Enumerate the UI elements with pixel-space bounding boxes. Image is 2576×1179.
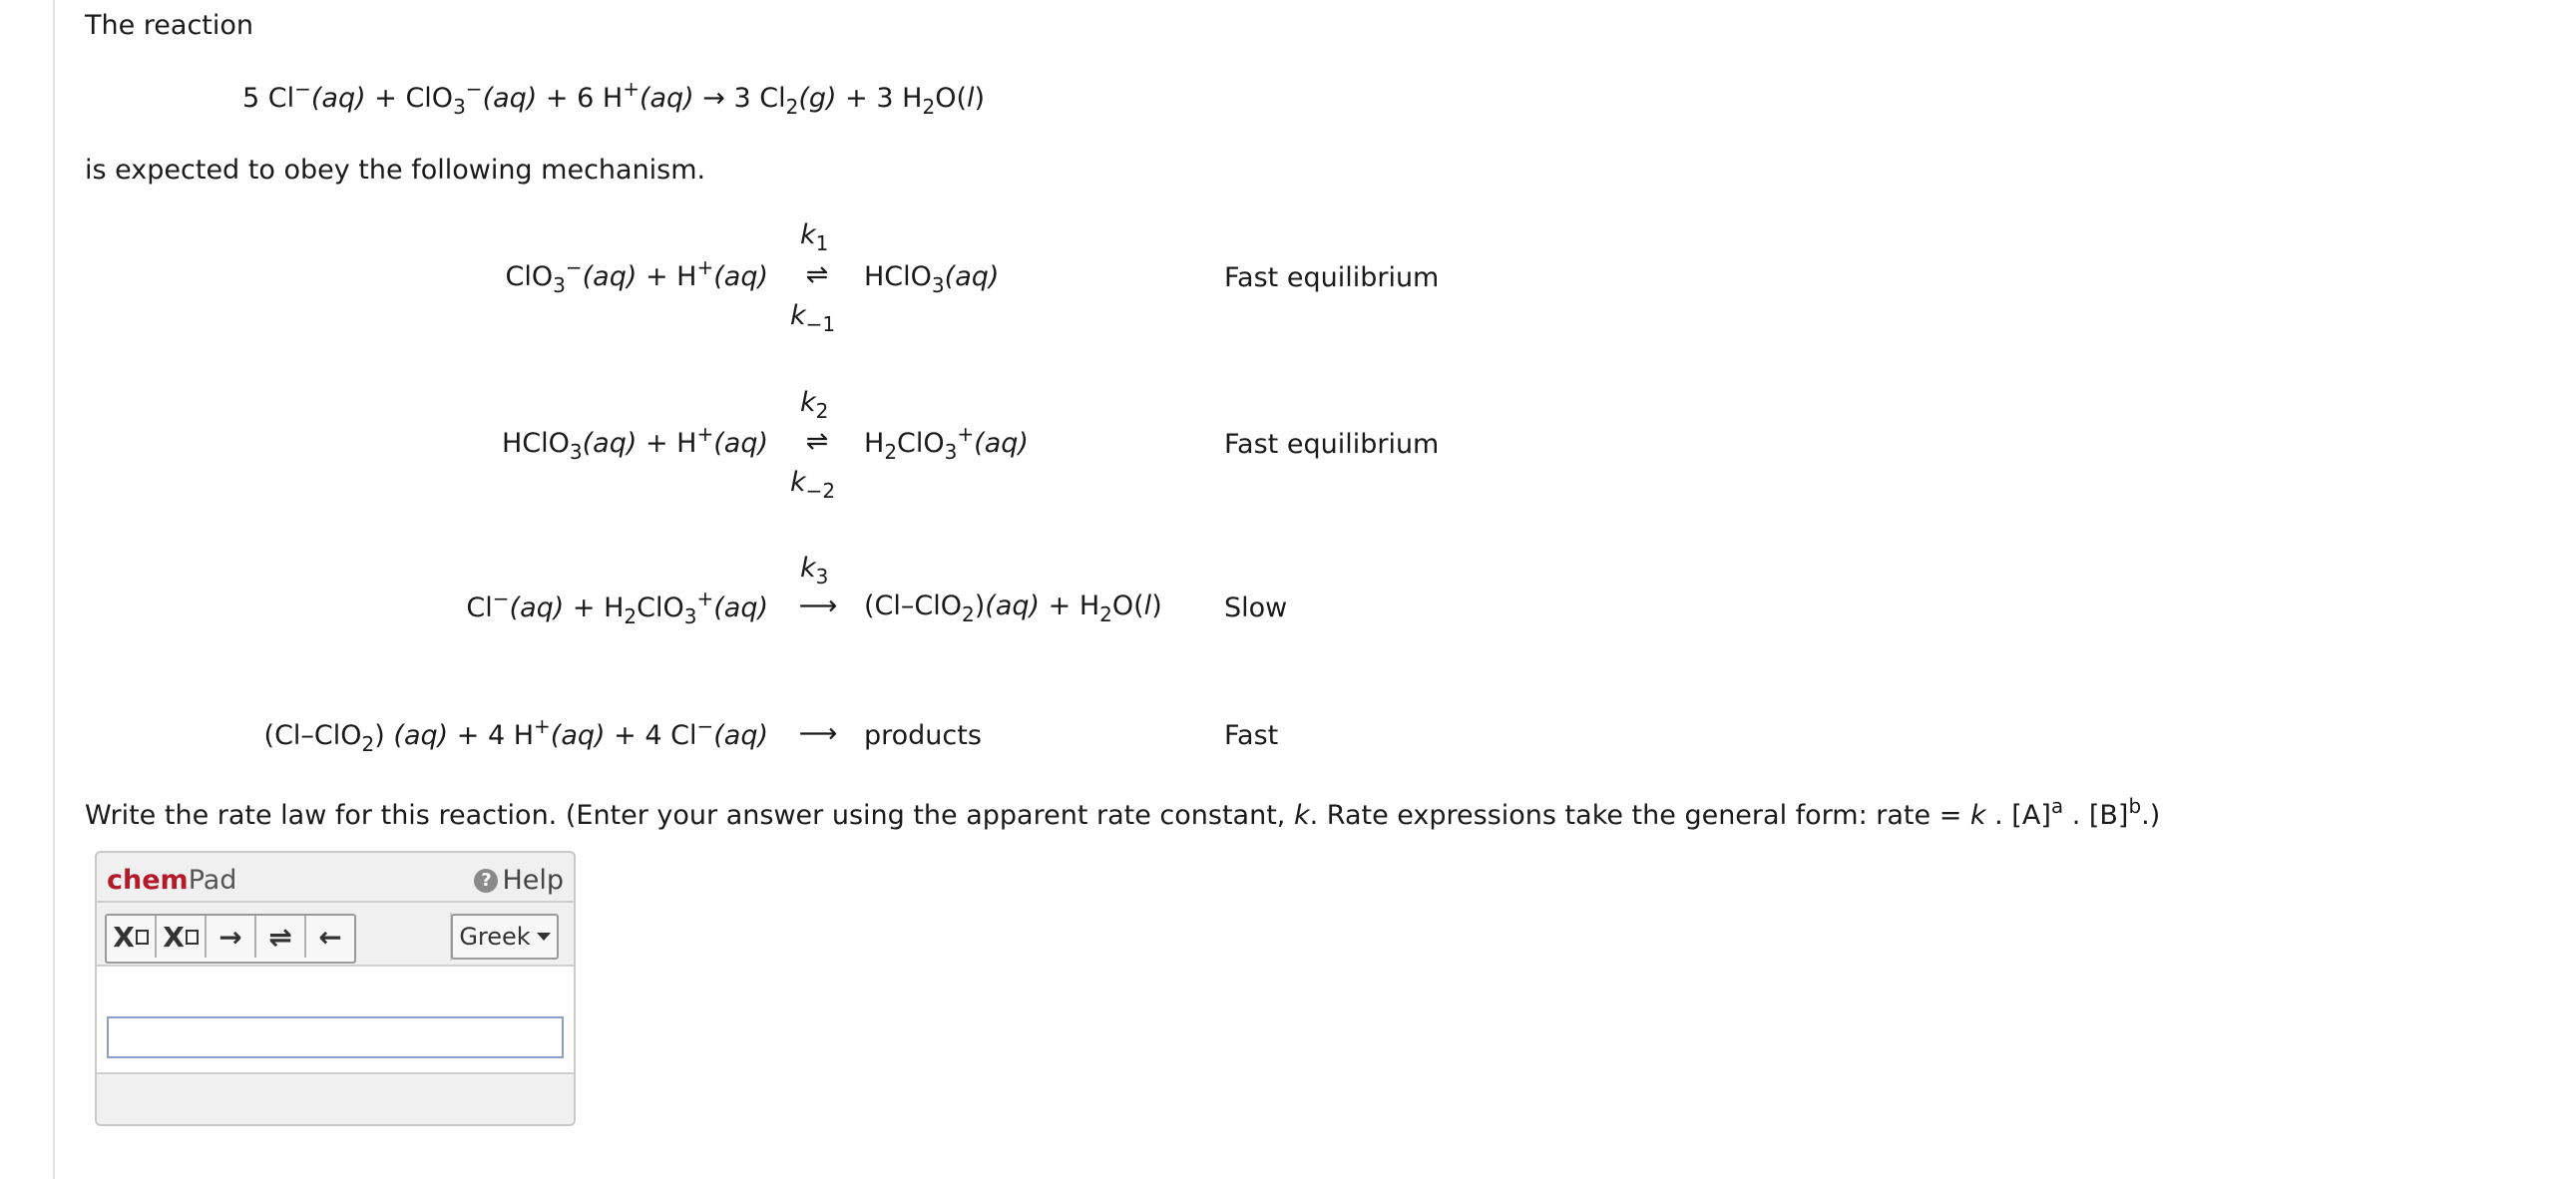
step-4-note: Fast <box>1224 720 1279 751</box>
chempad-header <box>97 853 574 903</box>
step-3-reactants: $Cl^-(aq) + H_2ClO_3^+(aq)$ <box>466 587 768 628</box>
rate-constant-k1: $k_1$ <box>800 219 829 255</box>
chempad-body <box>97 967 574 1074</box>
format-button-group <box>105 914 356 964</box>
step-2-products: $H_2ClO_3^+(aq)$ <box>864 422 1029 464</box>
forward-arrow-3: ⟶ <box>798 590 838 621</box>
question-text: Write the rate law for this reaction. (Enter your answer using the apparent rate constant, k. Rate expressions take the general form: rate = k . $[A]^a$ . $[B]^b$.) <box>85 794 2161 831</box>
chevron-down-icon <box>537 933 551 941</box>
rate-constant-k-minus2: $k_{-2}$ <box>790 467 836 503</box>
step-3-note: Slow <box>1224 592 1288 623</box>
equilibrium-arrow-button[interactable]: ⇌ <box>256 916 306 958</box>
right-arrow-button[interactable]: → <box>207 916 256 958</box>
step-3-products: $(Cl-ClO_2)(aq) + H_2O(l)$ <box>864 590 1162 626</box>
superscript-button[interactable]: X <box>157 916 207 958</box>
step-1-reactants: ClO$_3$−(aq) + H+(aq) <box>505 255 768 297</box>
step-4-reactants: (Cl–ClO$_2$) (aq) + 4 H+(aq) + 4 Cl−(aq) <box>263 714 768 756</box>
chempad-widget <box>95 851 576 1126</box>
step-2-reactants: HClO$_3$(aq) + H+(aq) <box>501 422 768 464</box>
subscript-button[interactable]: X <box>107 916 157 958</box>
step-1-products: HClO$_3$(aq) <box>864 261 1000 297</box>
rate-law-answer-input[interactable] <box>107 1016 564 1058</box>
rate-constant-k-minus1: $k_{-1}$ <box>790 300 836 336</box>
help-link[interactable]: ? Help <box>474 865 564 896</box>
equilibrium-arrow-2: ⇌ <box>805 426 829 457</box>
greek-dropdown-button[interactable]: Greek <box>451 914 559 960</box>
left-arrow-button[interactable]: ← <box>306 916 354 958</box>
equilibrium-arrow-1: ⇌ <box>805 259 829 290</box>
question-icon: ? <box>474 869 498 893</box>
overall-reaction: 5 Cl−(aq) + ClO$_3$−(aq) + 6 H+(aq) → 3 $Cl_2(g) + 3$ $H_2O(l)$ <box>242 77 986 119</box>
step-4-products: products <box>864 720 982 751</box>
step-1-note: Fast equilibrium <box>1224 262 1440 293</box>
left-divider <box>53 0 55 1179</box>
chempad-toolbar <box>97 903 574 967</box>
chempad-title: chemPad <box>107 865 237 896</box>
rate-constant-k3: $k_3$ <box>800 553 829 589</box>
forward-arrow-4: ⟶ <box>798 718 838 749</box>
mechanism-intro: is expected to obey the following mechanism. <box>85 155 706 186</box>
rate-constant-k2: $k_2$ <box>800 387 829 423</box>
step-2-note: Fast equilibrium <box>1224 429 1440 460</box>
intro-text: The reaction <box>85 10 254 41</box>
